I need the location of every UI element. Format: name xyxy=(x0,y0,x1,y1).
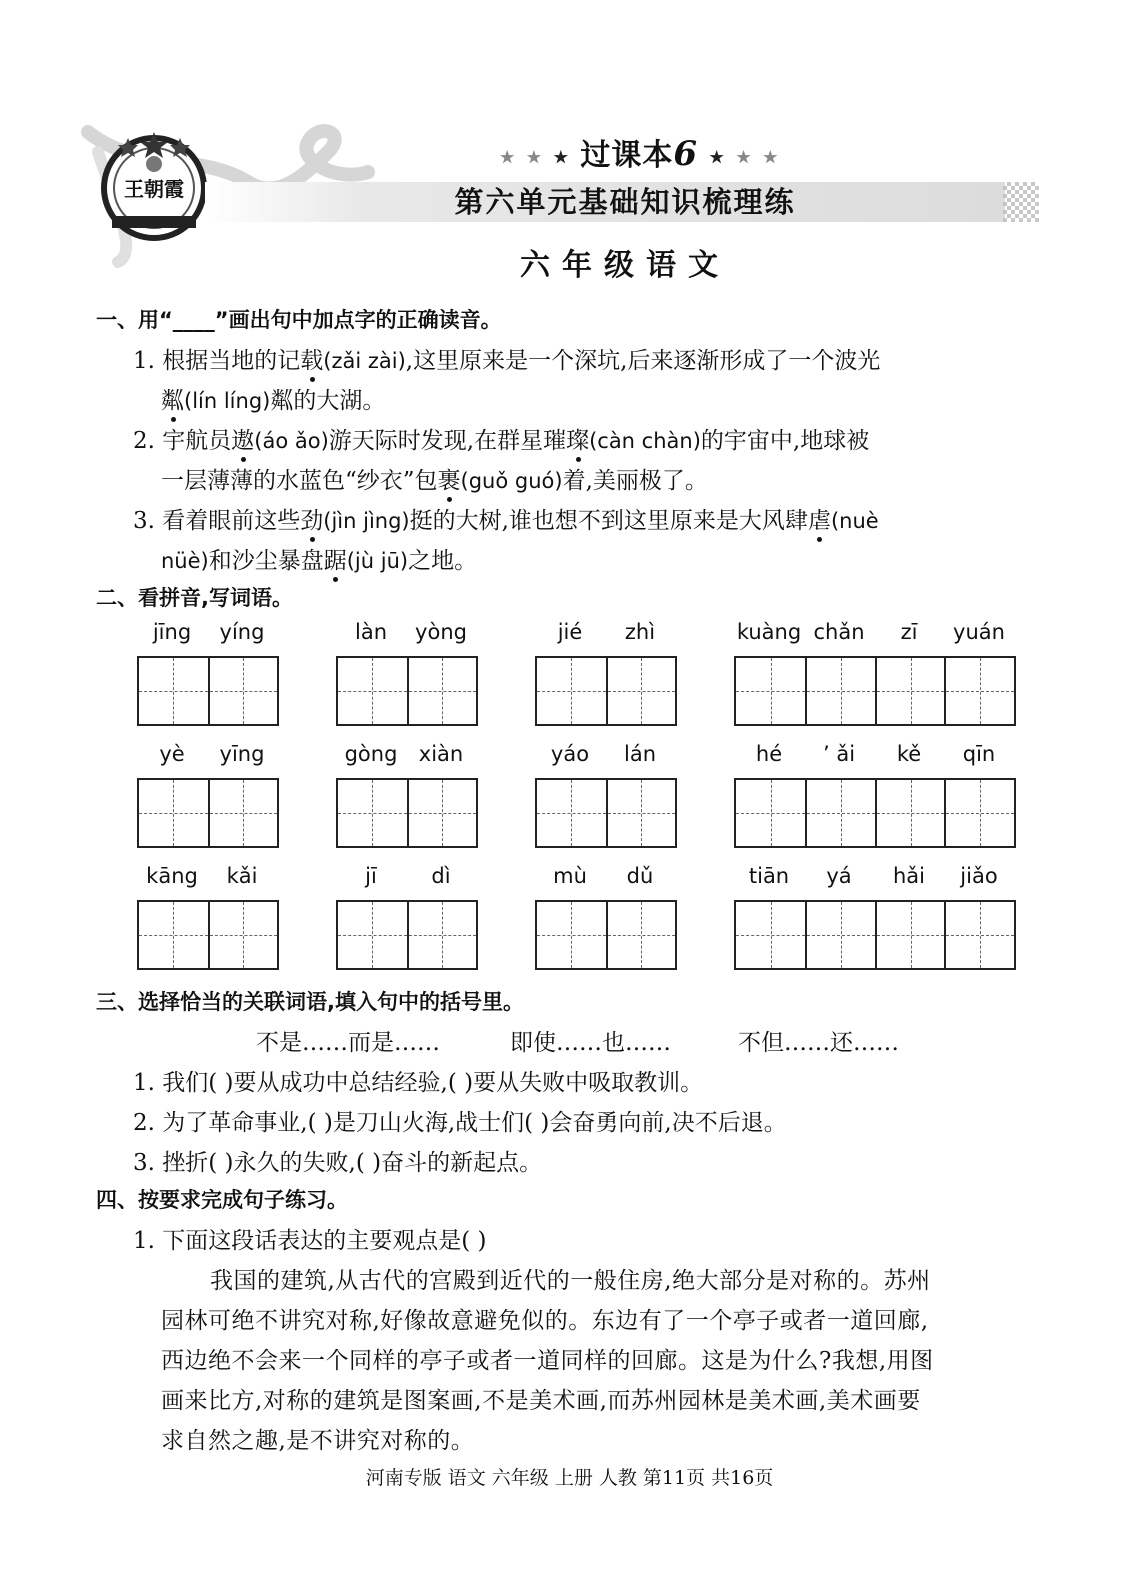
writing-grid[interactable] xyxy=(535,656,677,726)
character-cell[interactable] xyxy=(944,658,1014,724)
option-2: 即使……也…… xyxy=(510,1030,671,1056)
star-icon: ★ xyxy=(763,147,779,167)
option-3: 不但……还…… xyxy=(738,1030,899,1056)
pinyin-syllable: yíng xyxy=(219,620,265,644)
logo-text: 王朝霞 xyxy=(124,177,184,201)
star-icon: ★ xyxy=(500,147,516,167)
section1-heading: 一、用“____”画出句中加点字的正确读音。 xyxy=(96,308,502,332)
character-cell[interactable] xyxy=(805,658,875,724)
text: 看着眼前这些 xyxy=(162,508,301,534)
section2-heading: 二、看拼音,写词语。 xyxy=(96,586,293,610)
writing-grid[interactable] xyxy=(734,656,1016,726)
series-number: 6 xyxy=(673,134,699,174)
pinyin-options: (áo ǎo) xyxy=(254,429,329,453)
s1-q1-line2 xyxy=(161,382,385,415)
writing-grid[interactable] xyxy=(137,778,279,848)
pinyin-syllable: yòng xyxy=(415,620,467,644)
text: 游天际时发现,在群星璀 xyxy=(328,428,567,454)
text: 一层薄薄的水蓝色“纱衣”包 xyxy=(161,468,438,494)
character-cell[interactable] xyxy=(736,902,805,968)
s1-q2-line2 xyxy=(161,462,708,495)
pinyin-syllable: jī xyxy=(365,864,377,888)
dotted-char: 劲 xyxy=(300,502,323,535)
section3-heading: 三、选择恰当的关联词语,填入句中的括号里。 xyxy=(96,990,524,1014)
pinyin-syllable: kǎi xyxy=(226,864,258,888)
character-cell[interactable] xyxy=(407,780,476,846)
character-cell[interactable] xyxy=(139,902,208,968)
character-cell[interactable] xyxy=(875,658,945,724)
pinyin-options: (lín líng) xyxy=(184,389,271,413)
pinyin-syllable: qīn xyxy=(962,742,996,766)
dotted-char: 璨 xyxy=(566,422,589,455)
character-cell[interactable] xyxy=(736,658,805,724)
character-cell[interactable] xyxy=(139,780,208,846)
dotted-char: 裹 xyxy=(438,462,461,495)
star-icon: ★ xyxy=(709,147,725,167)
character-cell[interactable] xyxy=(944,902,1014,968)
s1-q3-line1 xyxy=(133,502,879,535)
text: ,这里原来是一个深坑,后来逐渐形成了一个波光 xyxy=(405,348,881,374)
writing-grid[interactable] xyxy=(137,656,279,726)
pinyin-syllable: dì xyxy=(431,864,451,888)
unit-title: 第六单元基础知识梳理练 xyxy=(454,185,796,219)
pinyin-options: (jù jū) xyxy=(346,549,409,573)
pinyin-syllable: jīng xyxy=(152,620,192,644)
character-cell[interactable] xyxy=(805,780,875,846)
pinyin-syllable: zhì xyxy=(624,620,656,644)
text: 粼的大湖。 xyxy=(270,388,386,414)
character-cell[interactable] xyxy=(208,902,277,968)
character-cell[interactable] xyxy=(736,780,805,846)
dotted-char: 载 xyxy=(300,342,323,375)
character-cell[interactable] xyxy=(805,902,875,968)
question-number: 3. xyxy=(133,508,155,534)
pinyin-syllable: zī xyxy=(900,620,918,644)
writing-grid[interactable] xyxy=(336,778,478,848)
pinyin-options: nüè) xyxy=(161,549,209,573)
writing-grid[interactable] xyxy=(336,656,478,726)
star-icon: ★ xyxy=(526,147,543,167)
s1-q2-line1 xyxy=(133,422,869,455)
character-cell[interactable] xyxy=(338,780,407,846)
pinyin-syllable: hǎi xyxy=(892,864,926,888)
text: 宇航员 xyxy=(162,428,232,454)
text: 的宇宙中,地球被 xyxy=(700,428,870,454)
s1-q1-line1 xyxy=(133,342,880,375)
pinyin-syllable: mù xyxy=(553,864,587,888)
character-cell[interactable] xyxy=(875,780,945,846)
pinyin-syllable: xiàn xyxy=(418,742,464,766)
s3-q3: 3. 挫折( )永久的失败,( )奋斗的新起点。 xyxy=(133,1150,543,1176)
pinyin-options: (jìn jìng) xyxy=(323,509,410,533)
dotted-char: 粼 xyxy=(161,382,184,415)
character-cell[interactable] xyxy=(537,902,606,968)
pinyin-syllable: ’ ǎi xyxy=(822,742,856,766)
text: 着,美丽极了。 xyxy=(562,468,708,494)
series-label xyxy=(500,130,778,174)
star-icon: ★ xyxy=(736,147,752,167)
pinyin-syllable: kāng xyxy=(146,864,198,888)
character-cell[interactable] xyxy=(944,780,1014,846)
passage-line: 求自然之趣,是不讲究对称的。 xyxy=(161,1428,475,1454)
question-number: 2. xyxy=(133,428,155,454)
writing-grid[interactable] xyxy=(137,900,279,970)
pinyin-syllable: yáo xyxy=(550,742,590,766)
logo-seal xyxy=(98,130,210,242)
s3-q2: 2. 为了革命事业,( )是刀山火海,战士们( )会奋勇向前,决不后退。 xyxy=(133,1110,787,1136)
pinyin-syllable: dǔ xyxy=(626,864,654,888)
pinyin-syllable: lán xyxy=(623,742,657,766)
pinyin-syllable: kě xyxy=(896,742,922,766)
dotted-char: 踞 xyxy=(324,542,347,575)
character-cell[interactable] xyxy=(537,658,606,724)
passage-line: 画来比方,对称的建筑是图案画,不是美术画,而苏州园林是美术画,美术画要 xyxy=(161,1388,921,1414)
character-cell[interactable] xyxy=(139,658,208,724)
pinyin-syllable: yīng xyxy=(219,742,265,766)
pinyin-syllable: yá xyxy=(826,864,852,888)
pinyin-syllable: yè xyxy=(159,742,185,766)
pinyin-syllable: jié xyxy=(557,620,583,644)
pinyin-syllable: jiǎo xyxy=(960,864,998,888)
question-number: 1. xyxy=(133,348,155,374)
text: 根据当地的记 xyxy=(162,348,301,374)
dotted-char: 遨 xyxy=(231,422,254,455)
pinyin-options: (guǒ guó) xyxy=(460,469,563,493)
dotted-char: 虐 xyxy=(808,502,831,535)
s1-q3-line2 xyxy=(161,542,477,575)
writing-grid[interactable] xyxy=(535,900,677,970)
writing-grid[interactable] xyxy=(336,900,478,970)
character-cell[interactable] xyxy=(537,780,606,846)
pinyin-options: (càn chàn) xyxy=(589,429,701,453)
character-cell[interactable] xyxy=(407,902,476,968)
passage-line: 我国的建筑,从古代的宫殿到近代的一般住房,绝大部分是对称的。苏州 xyxy=(210,1268,931,1294)
pinyin-syllable: chǎn xyxy=(813,620,865,644)
star-icon: ★ xyxy=(553,147,569,167)
character-cell[interactable] xyxy=(338,902,407,968)
pinyin-syllable: kuàng xyxy=(736,620,802,644)
writing-grid[interactable] xyxy=(734,900,1016,970)
page-footer: 河南专版 语文 六年级 上册 人教 第11页 共16页 xyxy=(365,1467,774,1489)
passage-line: 西边绝不会来一个同样的亭子或者一道同样的回廊。这是为什么?我想,用图 xyxy=(161,1348,934,1374)
text: 和沙尘暴盘 xyxy=(208,548,324,574)
series-prefix: 过课本 xyxy=(580,138,674,173)
pinyin-syllable: làn xyxy=(354,620,388,644)
passage-line: 园林可绝不讲究对称,好像故意避免似的。东边有了一个亭子或者一道回廊, xyxy=(161,1308,929,1334)
character-cell[interactable] xyxy=(208,658,277,724)
pinyin-syllable: tiān xyxy=(748,864,790,888)
character-cell[interactable] xyxy=(875,902,945,968)
character-cell[interactable] xyxy=(606,902,675,968)
grade-subject: 六年级语文 xyxy=(520,248,730,283)
character-cell[interactable] xyxy=(407,658,476,724)
section4-heading: 四、按要求完成句子练习。 xyxy=(96,1188,348,1212)
pinyin-syllable: hé xyxy=(755,742,783,766)
pinyin-options: (zǎi zài) xyxy=(323,349,406,373)
text: 挺的大树,谁也想不到这里原来是大风肆 xyxy=(409,508,808,534)
s3-q1: 1. 我们( )要从成功中总结经验,( )要从失败中吸取教训。 xyxy=(133,1070,704,1096)
pinyin-options: (nuè xyxy=(830,509,879,533)
pinyin-syllable: gòng xyxy=(344,742,398,766)
option-1: 不是……而是…… xyxy=(256,1030,440,1056)
character-cell[interactable] xyxy=(208,780,277,846)
s4-q1: 1. 下面这段话表达的主要观点是( ) xyxy=(133,1228,487,1254)
character-cell[interactable] xyxy=(606,658,675,724)
writing-grid[interactable] xyxy=(535,778,677,848)
text: 之地。 xyxy=(408,548,478,574)
character-cell[interactable] xyxy=(606,780,675,846)
writing-grid[interactable] xyxy=(734,778,1016,848)
character-cell[interactable] xyxy=(338,658,407,724)
pinyin-syllable: yuán xyxy=(953,620,1005,644)
